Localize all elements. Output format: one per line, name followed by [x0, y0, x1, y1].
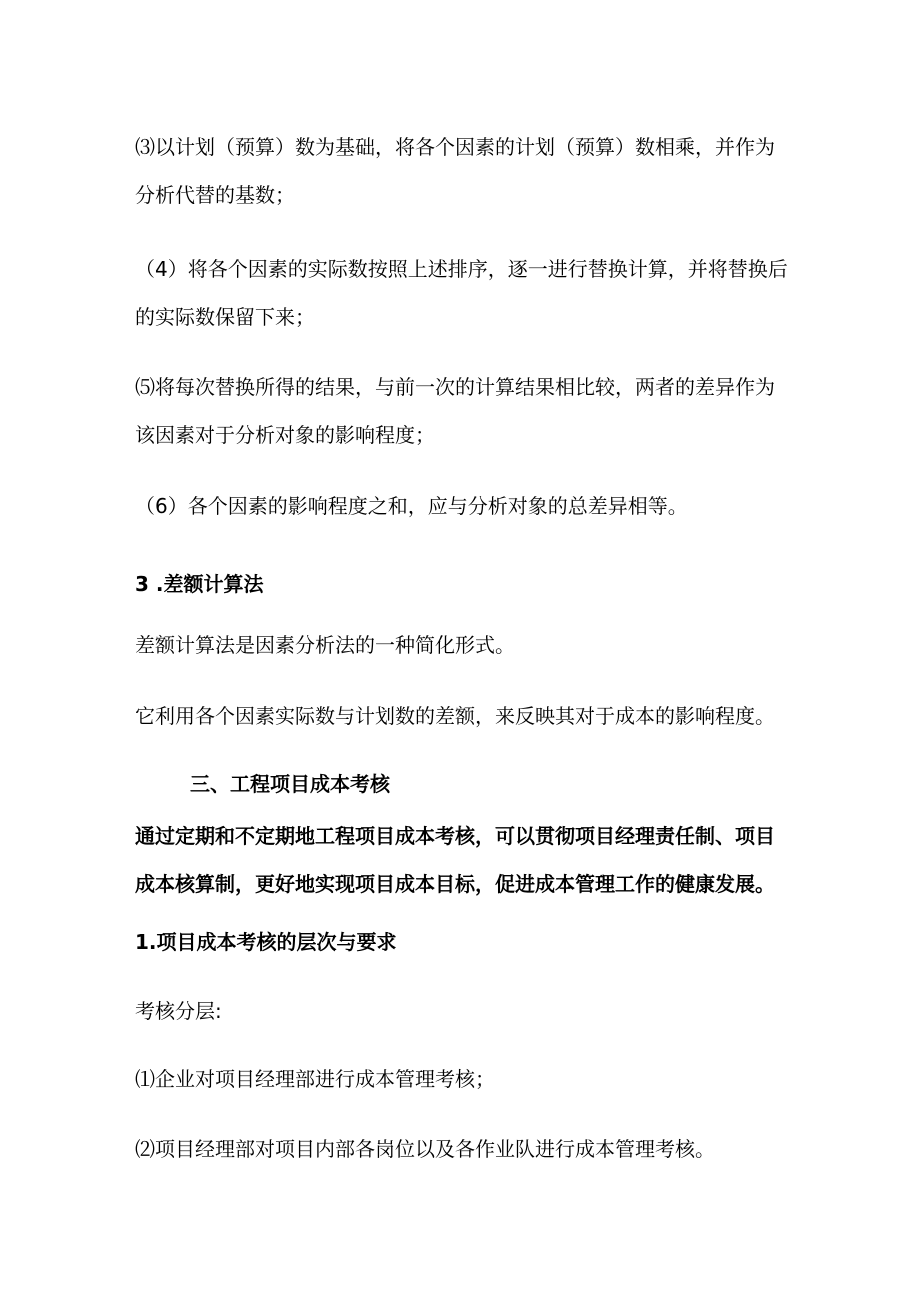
difference-method-detail: 它利用各个因素实际数与计划数的差额，来反映其对于成本的影响程度。 [135, 704, 775, 728]
heading-difference-method: 3 .差额计算法 [135, 572, 264, 596]
paragraph-line: 的实际数保留下来； [135, 305, 315, 329]
paragraph-step-3 [135, 134, 795, 208]
difference-method-description: 差额计算法是因素分析法的一种简化形式。 [135, 633, 515, 657]
paragraph-step-6: （6）各个因素的影响程度之和，应与分析对象的总差异相等。 [135, 494, 688, 518]
levels-label: 考核分层: [135, 999, 222, 1023]
paragraph-step-4 [135, 256, 795, 330]
paragraph-line: 成本核算制，更好地实现项目成本目标，促进成本管理工作的健康发展。 [135, 872, 775, 896]
level-item-2: ⑵项目经理部对项目内部各岗位以及各作业队进行成本管理考核。 [135, 1137, 715, 1161]
paragraph-line: （4）将各个因素的实际数按照上述排序，逐一进行替换计算，并将替换后 [135, 257, 788, 281]
paragraph-step-5 [135, 374, 795, 448]
paragraph-line: ⑶以计划（预算）数为基础，将各个因素的计划（预算）数相乘，并作为 [135, 135, 775, 159]
sub-heading-levels: 1.项目成本考核的层次与要求 [135, 930, 397, 954]
paragraph-line: ⑸将每次替换所得的结果，与前一次的计算结果相比较，两者的差异作为 [135, 375, 775, 399]
section-title: 三、工程项目成本考核 [190, 772, 390, 796]
paragraph-line: 分析代替的基数； [135, 183, 295, 207]
level-item-1: ⑴企业对项目经理部进行成本管理考核； [135, 1067, 495, 1091]
paragraph-line: 该因素对于分析对象的影响程度； [135, 423, 435, 447]
paragraph-line: 通过定期和不定期地工程项目成本考核，可以贯彻项目经理责任制、项目 [135, 824, 775, 848]
section-intro [135, 823, 795, 897]
